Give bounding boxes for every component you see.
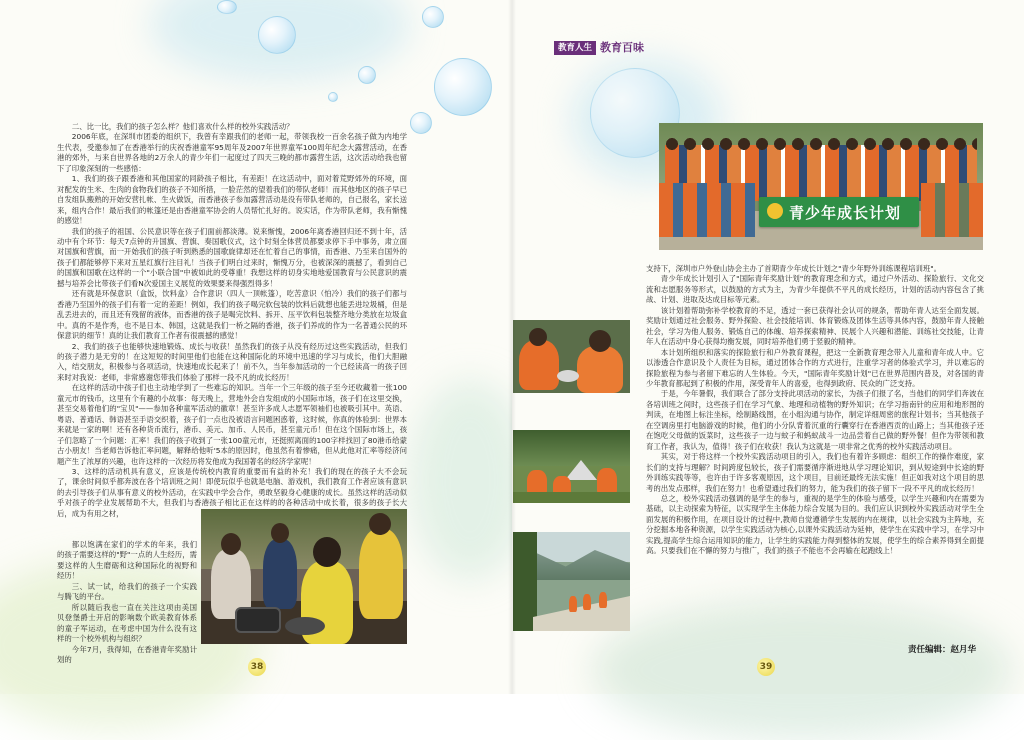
- cooking-pan: [285, 617, 325, 635]
- paragraph: 支持下，深圳市户外登山协会主办了首期青少年成长计划之"青少年野外训练课程培训班"。: [646, 264, 942, 273]
- tent: [565, 460, 597, 480]
- paragraph: 总之，校外实践活动强调的是学生的参与，重视的是学生的体验与感受，以学生兴趣和内在需要为基础，以主动探索为特征，以实现学生主体能力综合发展为目的。我们应认识到校外实践活动对学生全面发展的积极作用，在项目设计的过程中,教师自觉遵循学生发展的内在规律，以社会实践为主阵地，充分挖掘本地各种资源，以学生实践活动为核心,以课外实践活动为延伸，使学生在实践中学习，在学习中实践,提高学生综合运用知识的能力，让学生的实践能力得到整体的发展，使学生的综合素养得到全面提高。只要我们在不懈的努力与推广，我们的孩子不能也不会再输在起跑线上！: [646, 493, 984, 556]
- section-tag: 教育人生: [554, 41, 596, 55]
- hiker-figure: [569, 596, 577, 612]
- section-title: 教育百味: [600, 41, 645, 54]
- paragraph: 本计划所组织和落实的探险旅行和户外教育课程，把这一全新教育理念带入儿童和青年成人中。它以渗透合作意识及个人责任为目标，通过团体合作的方式进行，注重学习者的体验式学习，并以难忘的探险旅程为参与者留下难忘的人生体验。今天，"国际青年奖励计划"已在世界范围内普及，对各国的青少年教育都起到了积极的作用，深受青年人的喜爱，也得到政府、民众的广泛支持。: [646, 347, 984, 388]
- paragraph: 我们的孩子的祖国、公民意识等在孩子们面前都淡薄。说来惭愧，2006年离香港回归还不到十年，活动中有个环节：每天7点钟的升国旗、营旗、奏国歌仪式，这个时刻全体营员都要求停下手中事务，肃立面对国旗和营旗，而一开始我们的孩子听到熟悉的国歌旋律却还在忙着自己的事情，而香港、乃至来自国外的孩子们都能够停下来对五星红旗行注目礼！当孩子们明白过来时，惭愧万分，也被深深的震撼了，看到自己的国旗和国歌在这样的一个"小联合国"中被如此的受尊重！我想这样的切身实地地爱国教育与公民意识的震撼与培养会比带孩子们看N次爱国主义展览的效果要来得强烈得多！: [57, 226, 407, 288]
- photo-kids-eating: [513, 320, 630, 393]
- child-head: [221, 533, 241, 555]
- bowl: [557, 370, 579, 382]
- child-head: [313, 537, 341, 567]
- spread-gutter: [508, 0, 516, 694]
- bubble-decoration: [410, 112, 432, 134]
- photo-children-cooking: [201, 509, 407, 644]
- right-page: [512, 0, 1024, 694]
- bubble-decoration: [422, 6, 444, 28]
- path: [533, 596, 630, 631]
- child-head: [589, 330, 611, 352]
- editor-credit: 责任编辑：赵月华: [908, 645, 977, 655]
- paragraph: 3、这样的活动机具有意义，应该是传统校内教育的重要而有益的补充！我们的现在的孩子大不会玩了，课余时间似乎都奔波在各个培训班之间！即使玩似乎也就是电脑、游戏机，我们教育工作者应该有意识的去引导孩子们从事有意义的校外活动，在实践中学会合作，勇敢坚毅身心健康的成长。虽然这样的活动似乎对孩子的学业发展帮助不大，但我们与香港孩子相比正在这样的的各种活动中成长着，很多的孩子长大后，成为有用之材，: [57, 466, 407, 518]
- banner: [759, 197, 919, 227]
- bubble-decoration: [358, 66, 376, 84]
- child-figure-orange: [519, 340, 559, 390]
- page-number-left: 38: [248, 658, 266, 676]
- paragraph: 该计划着帮助弥补学校教育的不足，透过一套已获得社会认可的规条，帮助年青人达至全面发展。奖励计划通过社会服务、野外探险、社会技能培训、体育锻炼及团体生活等具体内容，鼓励年青人接触社会，学习为他人服务、锻炼自己的体魄、培养探索精神、民展个人兴趣和潜能、训练社交技能，让青年人在活动中身心获得均衡发展，同时培养他们勇于竖毅的精神。: [646, 305, 984, 347]
- paragraph: 三、试一试，给我们的孩子一个实践与腾飞的平台。: [57, 581, 197, 602]
- paragraph: 2、我们的孩子也能够快速地锻炼、成长与收获！虽然我们的孩子从没有经历过这些实践活动，但我们的孩子潜力是无穷的！在这短短的时间里他们也能在这种国际化的环境中迅速的学习与成长，他们大胆融入，结交朋友，积极参与各项活动，快速地成长起来了！前不久，当年参加活动的一个已经读高一的孩子回来时对我说：老师，非常感谢您带我们体验了那样一段不凡的成长经历！: [57, 341, 407, 382]
- banner-text: 青少年成长计划: [789, 204, 902, 222]
- child-figure-orange: [577, 346, 623, 393]
- paragraph: 所以随后我也一直在关注这项由美国贝登堡爵士开启的影响数个欧美教育体系的童子军运动，在考虑中国为什么没有这样的一个校外机构与组织？: [57, 602, 197, 644]
- paragraph: 都以饱满在家们的学术的年来，我们的孩子需要这样的"野"一点的人生经历，需要这样的人生磨砺和这种国际化的视野和经历！: [57, 540, 197, 581]
- paragraph: 青少年成长计划引入了"国际青年奖励计划"的教育理念和方式，通过户外活动、探险旅行、文化交流和志愿服务等形式，以鼓励的方式为主，为青少年提供不平凡的成长经历，计划的活动内容包含了挑战、计划、进取及达成目标等元素。: [646, 274, 984, 305]
- bubble-decoration: [434, 58, 492, 116]
- left-article-body-top: [57, 122, 407, 538]
- page-number-right: 39: [757, 658, 775, 676]
- paragraph: 其实，对于将这样一个校外实践活动项目的引入，我们也有着许多顾虑：组织工作的操作难度，家长们的支持与理解？时间跨度包较长，孩子们需要循序渐进地从学习理论知识，到从短途到中长途的野外训练实践等等，也许由于许多客观原因，这个项目，目前还最终无法实施！但正如我对这个项目的思考的出发点那样，我们在努力！也希望通过我们的努力，能为我们的孩子留下一段不平凡的成长经历！: [646, 452, 984, 493]
- left-article-body-bottom: [57, 540, 197, 664]
- people-sides: [659, 183, 755, 237]
- child-head: [369, 513, 391, 535]
- banner-logo-icon: [767, 203, 783, 219]
- paragraph: 二、比一比，我们的孩子怎么样？他们喜欢什么样的校外实践活动？: [71, 122, 294, 131]
- child-figure: [359, 529, 403, 619]
- trees-left: [513, 532, 537, 631]
- right-article-body: [646, 264, 984, 638]
- photo-hiking-trail: [513, 532, 630, 631]
- paragraph: 2006年底，在深圳市团委的组织下，我曾有幸跟我们的老师一起，带领我校一百余名孩子做为内地学生代表，受邀参加了在香港举行的庆祝香港童军95周年及2007年世界童军100周年纪念大露营活动，在香港的郊外，与来自世界各地的2万余人的青少年们一起度过了四天三晚的都市露营生活，这次活动给我也留下了印象深刻的一些感悟：: [57, 132, 407, 173]
- people-sides: [921, 183, 983, 237]
- heads-row: [665, 137, 977, 151]
- left-page: [0, 0, 512, 694]
- section-header: [554, 41, 644, 55]
- paragraph: 于是，今年暑假，我们联合了部分支持此项活动的家长，为孩子们报了名，当他们的同学们奔波在各培训班之间时，这些孩子们在学习气象、地理和动植物的野外知识；在学习指南针的应用和地形图的判读，在地图上标注坐标，绘制路线图，在小组沟通与协作，制定详细周密的旅程计划书；当其他孩子在空调房里打电脑游戏的时候，他们的小分队背着沉重的行囊穿行在香港西贡的山路上；当其他孩子还在饱吃父母做的饭菜时，这些孩子一边与蚊子和蚂蚁战斗一边品尝着自己做的野外餐！但作为带领和教育工作者，我认为，值得！孩子们在收获！我认为这就是一项非常之优秀的校外实践活动项目。: [646, 389, 984, 451]
- paragraph: 1、我们的孩子跟香港和其他国家的同龄孩子相比，有差距！在这活动中，面对着荒野郊外的环境，面对配发的生米、生肉的食物我们的孩子不知所措，一脸茫然的望着我们的带队老师！而其他地区的孩子早已自发组队搬熟的开始安营扎帐、生火做饭，而香港孩子参加露营活动是没有带队老师的，自己报名，家长送来，组内合作！最后我们的帐篷还是由香港童军协会的人员帮忙扎好的。说实话，作为带队老师，我有惭愧的感觉！: [57, 174, 407, 226]
- child-head: [529, 328, 547, 346]
- hiker-figure: [599, 592, 607, 608]
- child-figure: [263, 539, 297, 609]
- paragraph: 还有就是环保意识（盒饭，饮料盒）合作意识（四人一顶帐篷），吃苦意识（怕冷）我们的孩子们都与香港乃至国外的孩子们有着一定的差距！例如，我们的孩子喝完软包装的饮料后就想也能丢进垃圾桶，但是乱丢进去的，而且还有残留的液体，而香港的孩子是喝完饮料、拆开、压平饮料包装整齐地分类放在垃圾盒中。真的不是作秀，也不是日本、韩国，这就是我们一桥之隔的香港，孩子们养成的作为一名普通公民的环保意识的细节！真的让我们教育工作者有很震撼的感觉！: [57, 289, 407, 341]
- hiker-figure: [583, 594, 591, 610]
- child-head: [271, 523, 289, 543]
- bubble-decoration: [217, 0, 237, 14]
- bubble-decoration: [328, 92, 338, 102]
- photo-campsite-tents: [513, 430, 630, 503]
- paragraph: 在这样的活动中孩子们也主动地学到了一些难忘的知识。当年一个三年级的孩子至今还收藏着一张100童元市的钱币，这里有个有趣的小故事：每天晚上，营地外会自发组成的小国际市场，孩子们在这里交换，甚至交易着他们的"宝贝"——参加各种童军活动的徽章！甚至许多成人志愿军领袖们也被吸引其中。英语、粤语、普通话、韩语甚至手语交织着，孩子们一点也没被语言问题困惑着，这时候，你真的体验到：世界本来就是一家的啊！还有各种货币流行，港币、美元、加币、人民币，甚至童元币！但在这个国际市场上，孩子们忽略了一个问题：汇率！我们的孩子收到了一张100童元市，还挺照离面的100字样找回了80港币给蒙古小朋友！当老师告诉他汇率问题，解释给他听'5本的原因时，他虽然有着惨痛，但从此他对汇率等经济问题产生了浓厚的兴趣，也许这样的一次经历将发他成为我国著名的经济学家呢！: [57, 383, 407, 466]
- paragraph: 今年7月，我得知，在香港青年奖励计划的: [57, 644, 197, 664]
- photo-group-with-banner: [659, 123, 983, 250]
- cooking-pot: [235, 607, 281, 633]
- grass: [513, 492, 630, 503]
- bubble-decoration: [258, 16, 296, 54]
